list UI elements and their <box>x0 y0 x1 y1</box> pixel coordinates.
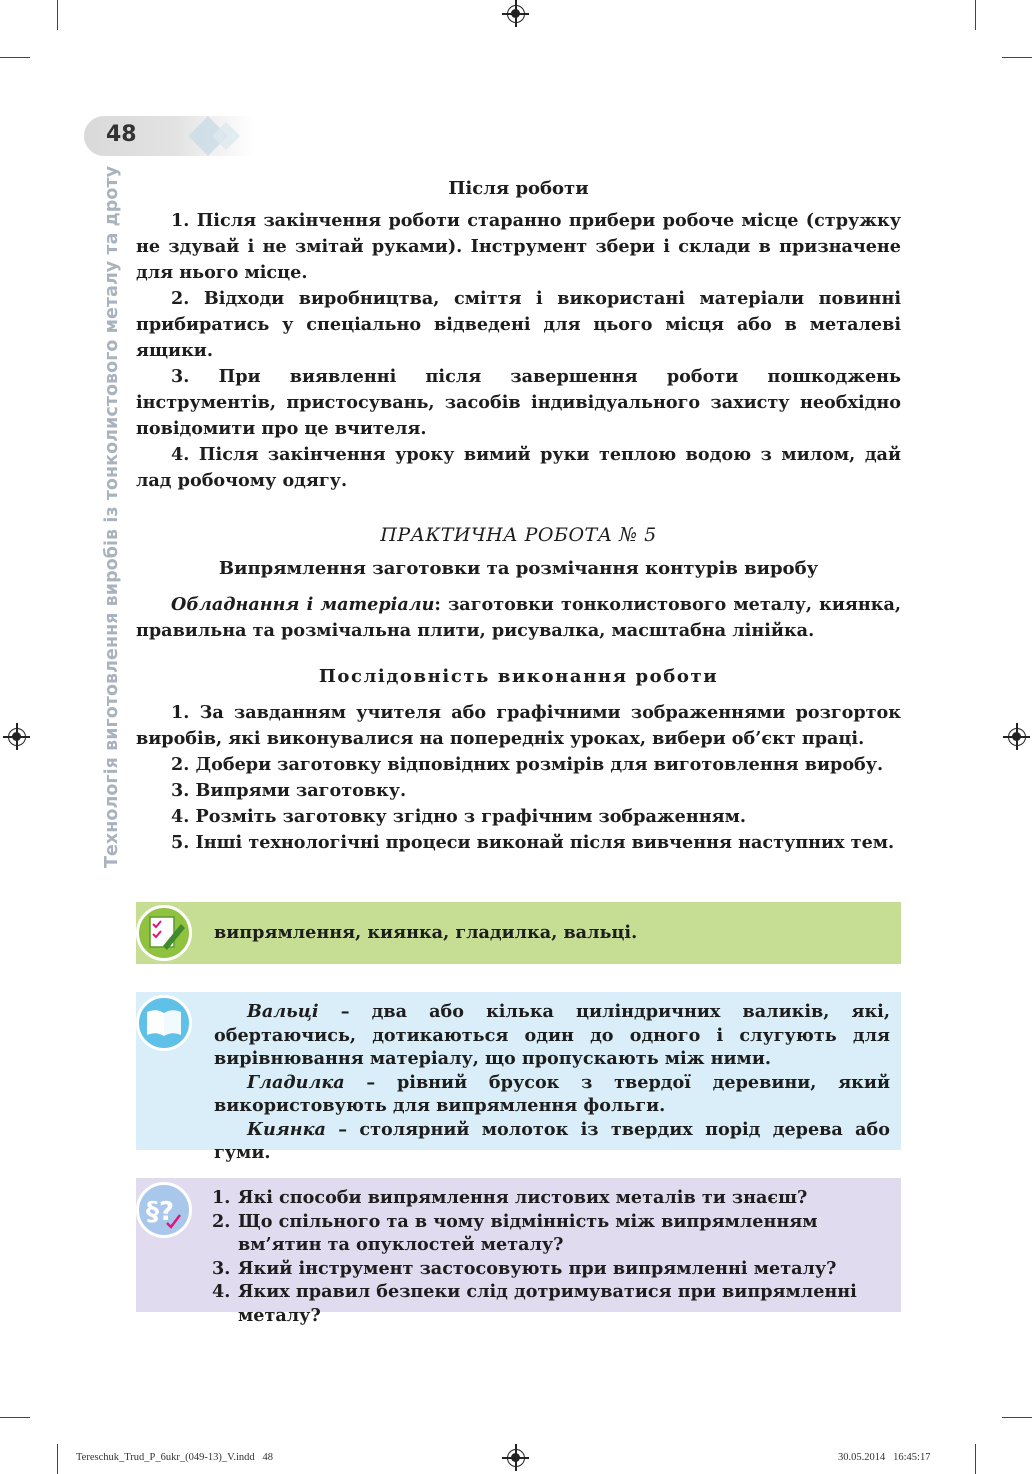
steps-list <box>136 700 901 856</box>
glossary-entry: Гладилка – рівний брусок з твердої деревини, який використовують для випрямлення фольги. <box>214 1071 890 1116</box>
footer-date: 30.05.2014 16:45:17 <box>838 1452 931 1463</box>
list-item: 2. Добери заготовку відповідних розмірів для виготовлення виробу. <box>171 754 884 775</box>
list-item: 4. Розміть заготовку згідно з графічним зображенням. <box>171 806 746 827</box>
list-item: 3. Випрями заготовку. <box>171 780 407 801</box>
list-item: 2. Що спільного та в чому відмінність між випрямленням вм’ятин та опуклостей металу? <box>212 1210 818 1255</box>
crop-mark <box>57 0 58 30</box>
crop-mark <box>1002 57 1032 58</box>
checklist-pencil-icon <box>136 905 192 961</box>
svg-text:§?: §? <box>146 1197 175 1227</box>
sequence-heading: Послідовність виконання роботи <box>318 666 719 687</box>
crop-mark <box>1002 1417 1032 1418</box>
list-item: 1. Які способи випрямлення листових металів ти знаєш? <box>212 1187 808 1208</box>
equipment-text: : заготовки тонколистового металу, киянка, правильна та розмічальна плити, рисувалка, масштабна лінійка. <box>136 594 901 641</box>
registration-mark-icon <box>1008 728 1026 746</box>
registration-mark-icon <box>507 1449 525 1467</box>
section-question-icon <box>136 1182 192 1238</box>
equipment-paragraph <box>136 592 901 644</box>
list-item: 4. Після закінчення уроку вимий руки теплою водою з милом, дай лад робочому одягу. <box>136 444 901 491</box>
list-item: 1. Після закінчення роботи старанно прибери робоче місце (стружку не здувай і не змітай руками). Інструмент збери і склади в призначене для нього місце. <box>136 210 901 283</box>
list-item: 2. Відходи виробництва, сміття і використані матеріали повинні прибиратись у спеціально відведені для цього місця або в металеві ящики. <box>136 288 901 361</box>
crop-mark <box>57 1444 58 1474</box>
page-number-tab <box>84 116 254 156</box>
registration-mark-icon <box>8 728 26 746</box>
after-work-list <box>136 208 901 494</box>
questions-list <box>212 1186 896 1327</box>
chapter-title: Технологія виготовлення виробів із тонколистового металу та дроту <box>102 165 122 868</box>
glossary-entry: Киянка – столярний молоток із твердих порід дерева або гуми. <box>214 1118 890 1163</box>
page-number: 48 <box>106 122 137 147</box>
equipment-label: Обладнання і матеріали <box>171 594 435 615</box>
crop-mark <box>0 1417 30 1418</box>
practical-subtitle: Випрямлення заготовки та розмічання контурів виробу <box>218 558 819 579</box>
crop-mark <box>975 0 976 30</box>
registration-mark-icon <box>507 5 525 23</box>
glossary-box <box>136 992 901 1163</box>
open-book-icon <box>136 995 192 1051</box>
list-item: 5. Інші технологічні процеси виконай після вивчення наступних тем. <box>171 832 895 853</box>
list-item: 1. За завданням учителя або графічними зображеннями розгорток виробів, які виконувалися на попередніх уроках, вибери об’єкт праці. <box>136 702 901 749</box>
list-item: 3. При виявленні після завершення роботи пошкоджень інструментів, пристосувань, засобів індивідуального захисту необхідно повідомити про це вчителя. <box>136 366 901 439</box>
questions-box <box>136 1178 901 1326</box>
keywords-box <box>136 902 901 964</box>
footer-file-info: Tereschuk_Trud_P_6ukr_(049-13)_V.indd 48 <box>76 1452 274 1463</box>
crop-mark <box>0 57 30 58</box>
after-work-heading: Після роботи <box>448 178 589 199</box>
glossary-text <box>214 1000 890 1165</box>
keywords-text: випрямлення, киянка, гладилка, вальці. <box>214 922 638 943</box>
list-item: 4. Яких правил безпеки слід дотримуватися при випрямленні металу? <box>212 1281 857 1326</box>
practical-title: ПРАКТИЧНА РОБОТА № 5 <box>380 524 657 546</box>
crop-mark <box>975 1444 976 1474</box>
list-item: 3. Який інструмент застосовують при випрямленні металу? <box>212 1257 837 1279</box>
chapter-sidebar <box>98 165 128 868</box>
glossary-entry: Вальці – два або кілька циліндричних валиків, які, обертаючись, дотикаються один до одного і слугують для вирівнювання матеріалу, що пропускають між ними. <box>214 1001 890 1069</box>
